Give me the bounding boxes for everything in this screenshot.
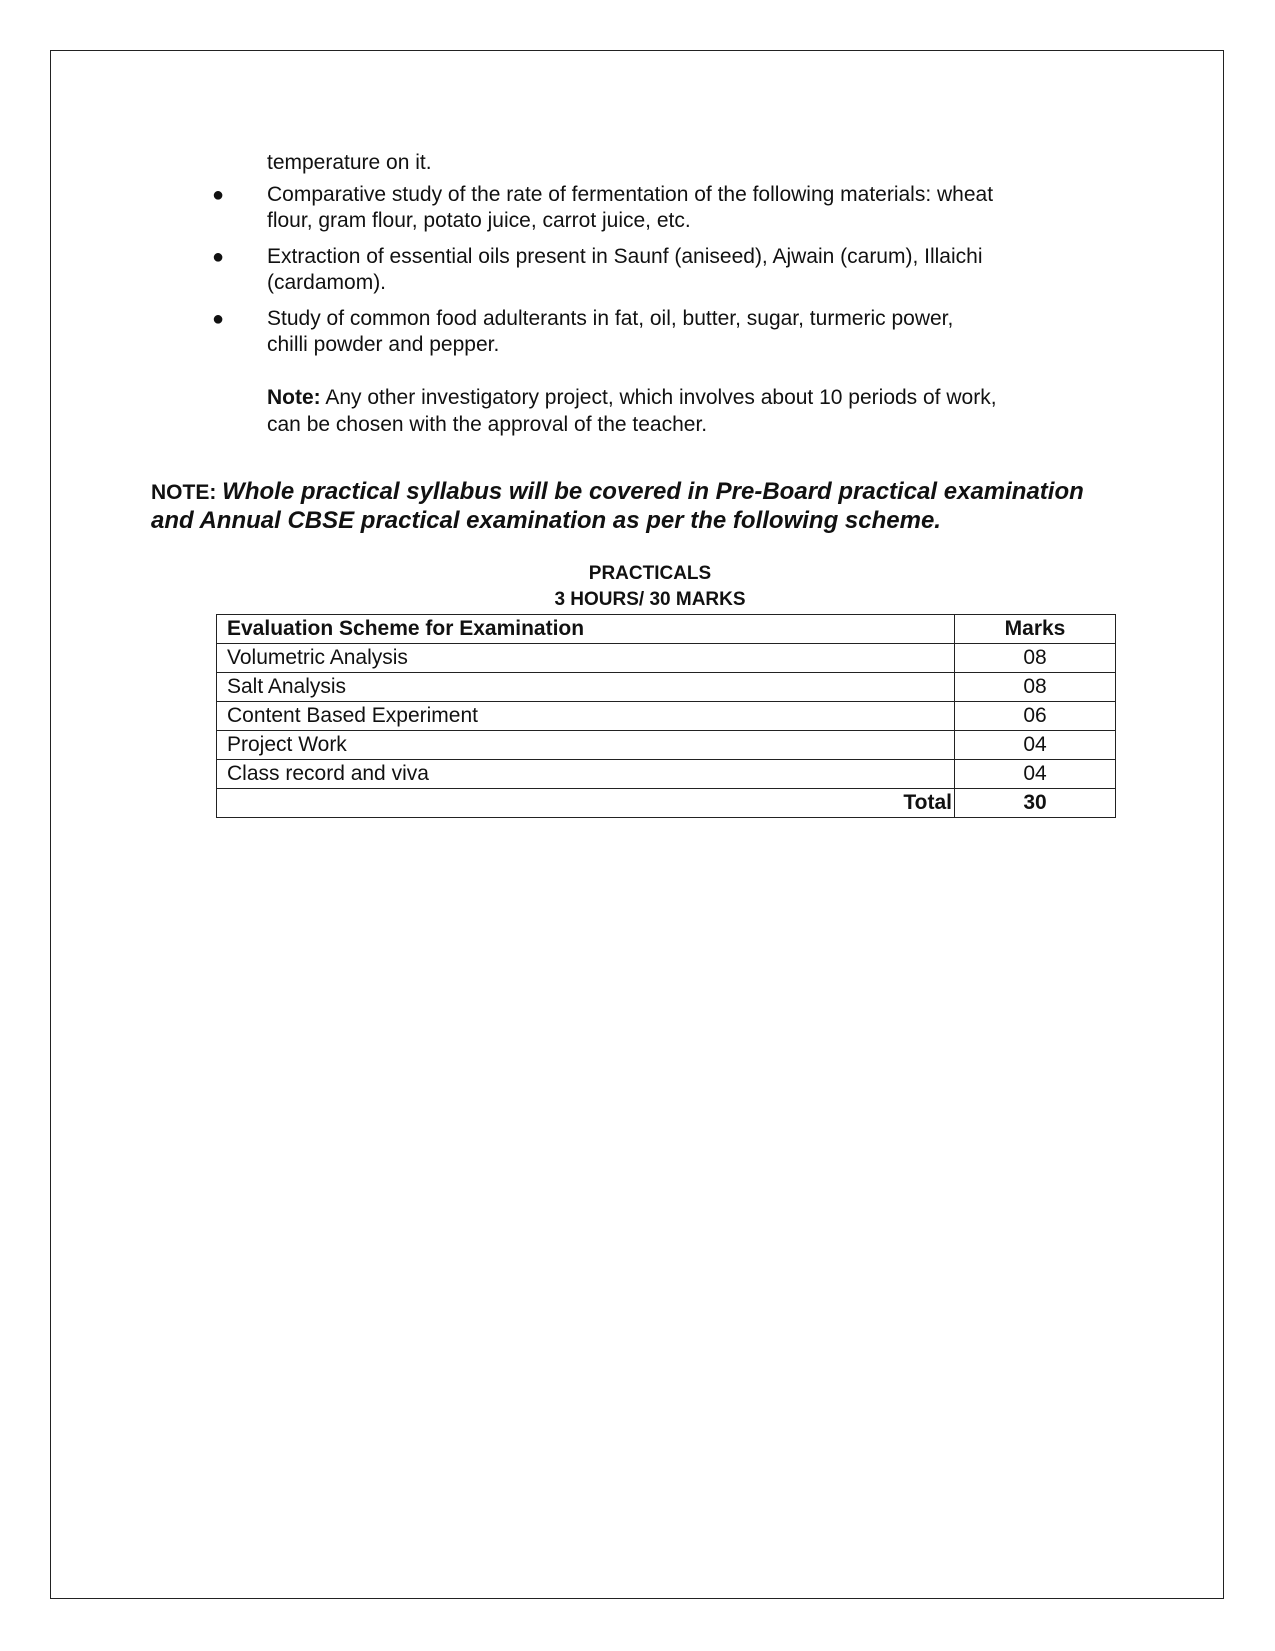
table-row <box>217 731 1116 760</box>
table-cell-item: Class record and viva <box>217 760 955 789</box>
evaluation-table <box>216 614 1116 818</box>
bullet-icon: ● <box>212 246 225 268</box>
syllabus-note-label: NOTE: <box>151 481 223 504</box>
practicals-title: PRACTICALS <box>588 563 712 584</box>
practicals-subtitle: 3 HOURS/ 30 MARKS <box>554 589 746 610</box>
note-label: Note: <box>267 386 321 409</box>
bullet-line: (cardamom). <box>267 271 387 294</box>
continuation-text: temperature on it. <box>267 151 432 174</box>
bullet-line: Extraction of essential oils present in Saunf (aniseed), Ajwain (carum), Illaichi <box>267 245 983 268</box>
table-cell-marks: 04 <box>955 731 1116 760</box>
table-cell-marks: 06 <box>955 702 1116 731</box>
list-item <box>212 244 1092 296</box>
table-cell-item: Salt Analysis <box>217 673 955 702</box>
bullet-icon: ● <box>212 308 225 330</box>
bullet-line: chilli powder and pepper. <box>267 333 500 356</box>
table-header-scheme: Evaluation Scheme for Examination <box>217 615 955 644</box>
table-total-row <box>217 789 1116 818</box>
table-cell-marks: 08 <box>955 644 1116 673</box>
syllabus-note <box>151 478 1151 535</box>
note-paragraph <box>267 384 1087 438</box>
list-item <box>212 182 1092 234</box>
bullet-icon: ● <box>212 184 225 206</box>
table-cell-item: Content Based Experiment <box>217 702 955 731</box>
table-row <box>217 702 1116 731</box>
syllabus-note-line: and Annual CBSE practical examination as per the following scheme. <box>151 507 941 534</box>
list-item <box>212 306 1092 358</box>
bullet-list <box>212 182 1092 368</box>
table-row <box>217 644 1116 673</box>
note-line: Any other investigatory project, which involves about 10 periods of work, <box>320 386 997 409</box>
bullet-line: Comparative study of the rate of fermentation of the following materials: wheat <box>267 183 994 206</box>
table-cell-item: Volumetric Analysis <box>217 644 955 673</box>
bullet-line: flour, gram flour, potato juice, carrot juice, etc. <box>267 209 691 232</box>
table-header-marks: Marks <box>955 615 1116 644</box>
total-value: 30 <box>955 789 1116 818</box>
bullet-line: Study of common food adulterants in fat, oil, butter, sugar, turmeric power, <box>267 307 954 330</box>
syllabus-note-line: Whole practical syllabus will be covered in Pre-Board practical examination <box>222 478 1084 505</box>
table-row <box>217 673 1116 702</box>
table-cell-marks: 04 <box>955 760 1116 789</box>
note-line: can be chosen with the approval of the teacher. <box>267 413 708 436</box>
table-header-row <box>217 615 1116 644</box>
table-cell-item: Project Work <box>217 731 955 760</box>
total-label: Total <box>217 789 955 818</box>
table-cell-marks: 08 <box>955 673 1116 702</box>
table-row <box>217 760 1116 789</box>
